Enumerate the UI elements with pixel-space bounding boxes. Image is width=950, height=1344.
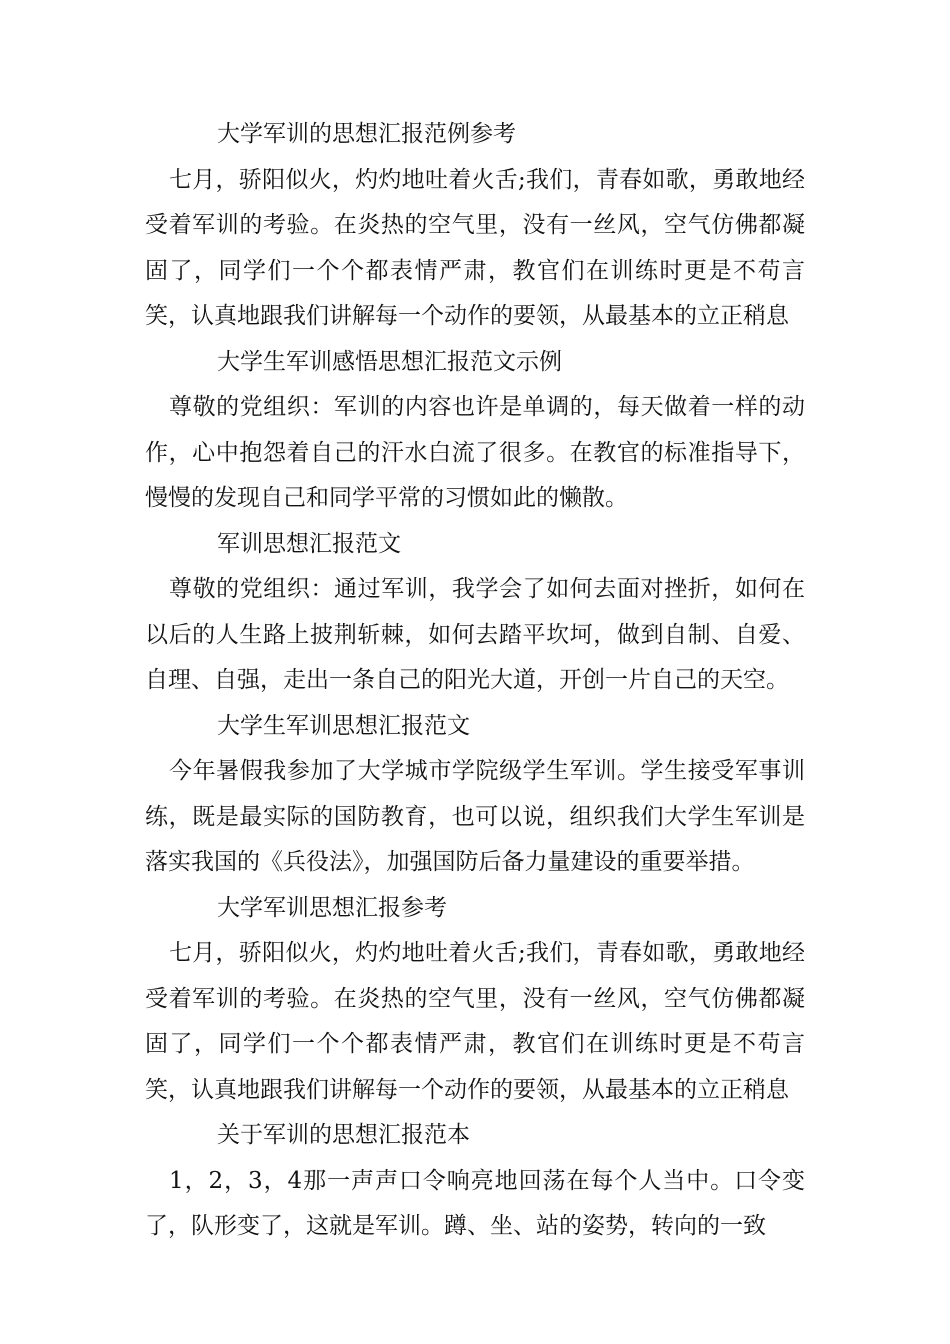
section-paragraph: 七月，骄阳似火，灼灼地吐着火舌;我们，青春如歌，勇敢地经受着军训的考验。在炎热的空气里，没有一丝风，空气仿佛都凝固了，同学们一个个都表情严肃，教官们在训练时更是不苟言笑，认真地跟我们讲解每一个动作的要领，从最基本的立正稍息 [145, 940, 805, 1103]
document-content [145, 112, 805, 1250]
section-title: 军训思想汇报范文 [217, 530, 401, 557]
section-title: 关于军训的思想汇报范本 [217, 1122, 470, 1148]
section-title: 大学军训的思想汇报范例参考 [217, 121, 516, 147]
section-title: 大学生军训思想汇报范文 [217, 712, 470, 739]
section-paragraph: 七月，骄阳似火，灼灼地吐着火舌;我们，青春如歌，勇敢地经受着军训的考验。在炎热的空气里，没有一丝风，空气仿佛都凝固了，同学们一个个都表情严肃，教官们在训练时更是不苟言笑，认真地跟我们讲解每一个动作的要领，从最基本的立正稍息 [145, 166, 805, 329]
section-paragraph: 尊敬的党组织：军训的内容也许是单调的，每天做着一样的动作，心中抱怨着自己的汗水白流了很多。在教官的标准指导下，慢慢的发现自己和同学平常的习惯如此的懒散。 [145, 394, 805, 511]
section-paragraph: 尊敬的党组织：通过军训，我学会了如何去面对挫折，如何在以后的人生路上披荆斩棘，如何去踏平坎坷，做到自制、自爱、自理、自强，走出一条自己的阳光大道，开创一片自己的天空。 [145, 576, 805, 693]
section-title: 大学生军训感悟思想汇报范文示例 [217, 348, 562, 375]
section-title: 大学军训思想汇报参考 [217, 894, 447, 921]
section-paragraph: 今年暑假我参加了大学城市学院级学生军训。学生接受军事训练，既是最实际的国防教育，也可以说，组织我们大学生军训是落实我国的《兵役法》，加强国防后备力量建设的重要举措。 [145, 758, 805, 875]
section-paragraph: 1，2，3，4那一声声口令响亮地回荡在每个人当中。口令变了，队形变了，这就是军训。蹲、坐、站的姿势，转向的一致 [145, 1167, 805, 1239]
